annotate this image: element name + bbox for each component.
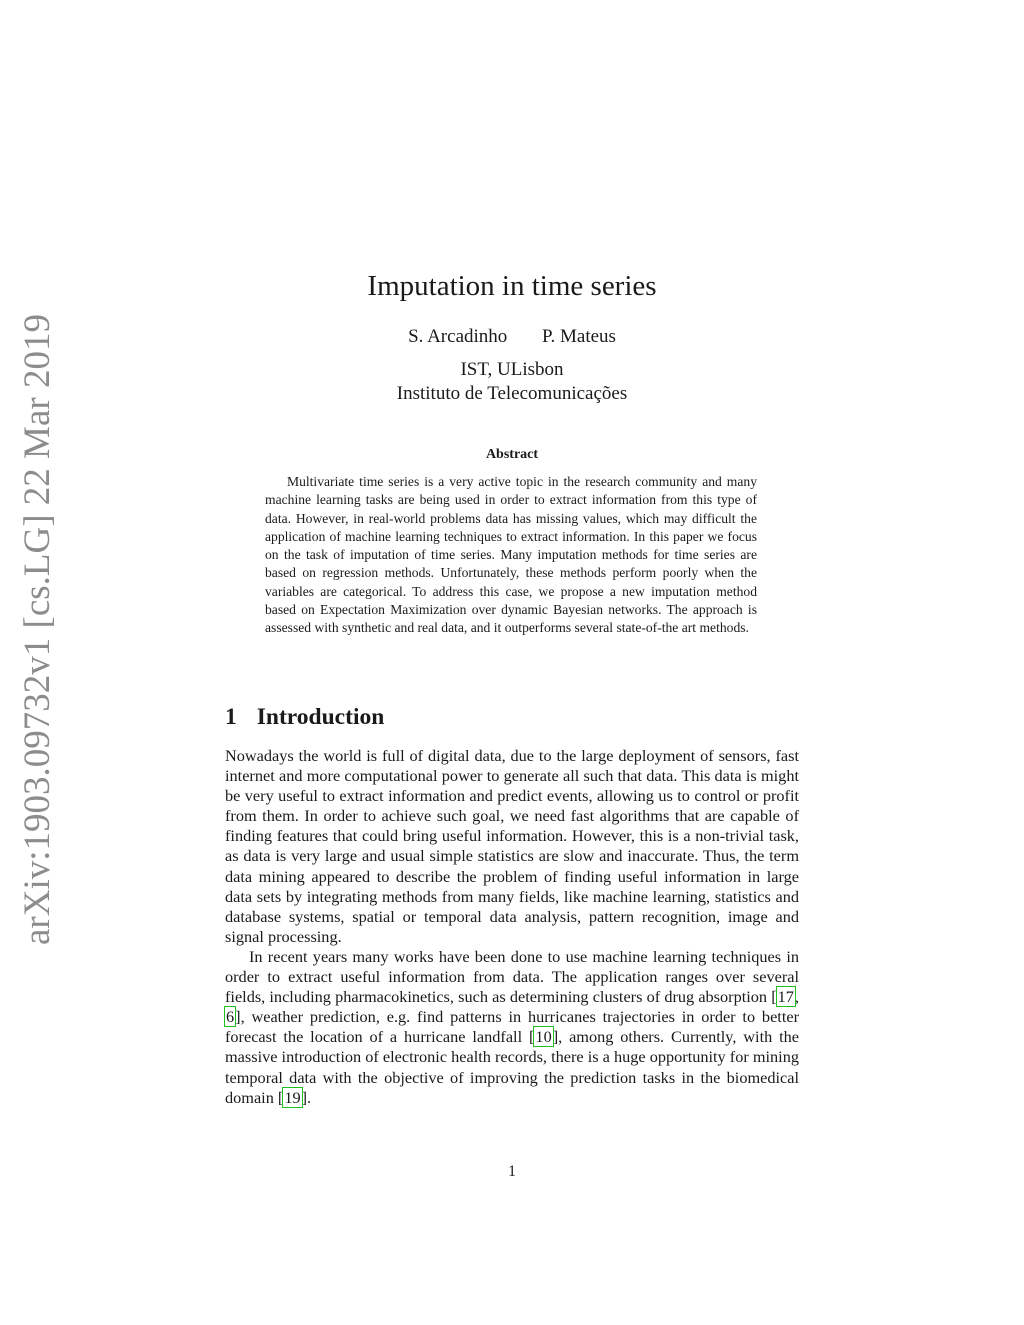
citation-link[interactable]: 10 [535,1027,552,1047]
section-title: Introduction [256,704,385,730]
author-list [0,325,1024,349]
paragraph-text: . [307,1087,312,1107]
author-name: P. Mateus [542,326,616,347]
citation-link[interactable]: 6 [226,1007,235,1027]
section-heading [225,702,384,732]
abstract-heading: Abstract [485,447,539,462]
abstract-text: Multivariate time series is a very active topic in the research community and many machine learning tasks are being used in order to extract information from this type of data. However, in real-world problems data has missing values, which may difficult the application of machine learning techniques to extract information. In this paper we focus on the task of imputation of time series. Many imputation methods for time series are based on regression methods. Unfortunately, these methods perform poorly when the variables are categorical. To address this case, we propose a new imputation method based on Expectation Maximization over dynamic Bayesian networks. The approach is assessed with synthetic and real data, and it outperforms several state-of-the art methods. [265,474,757,636]
citation-link[interactable]: 17 [777,987,794,1007]
author-name: S. Arcadinho [408,326,508,347]
paragraph-text: , weather prediction, e.g. find patterns in hurricanes trajectories in order to better forecast the location of a hurricane landfall [225,1007,799,1047]
section-body [225,746,799,1108]
page-number: 1 [508,1163,516,1180]
affiliation-line: IST, ULisbon [460,359,564,380]
paragraph: In recent years many works have been done to use machine learning techniques in order to extract useful information from data. The application ranges over several fields, including pharmacokinetics, such as determining clusters of drug absorption [17, 6], weather prediction, e.g. find patterns in hurricanes trajectories in order to better forecast the location of a hurricane landfall [10], among others. Currently, with the massive introduction of electronic health records, there is a huge opportunity for mining temporal data with the objective of improving the prediction tasks in the biomedical domain [19]. [225,946,800,1107]
paragraph: Nowadays the world is full of digital data, due to the large deployment of sensors, fast internet and more computational power to generate all such that data. This data is might be very useful to extract information and predict events, allowing us to control or profit from them. In order to achieve such goal, we need fast algorithms that are capable of finding features that could bring useful information. However, this is a non-trivial task, as data is very large and usual simple statistics are slow and inaccurate. Thus, the term data mining appeared to describe the problem of finding useful information in large data sets by integrating methods from many fields, like machine learning, statistics and database systems, spatial or temporal data analysis, pattern recognition, image and signal processing. [225,746,799,946]
paragraph-text: In recent years many works have been done to use machine learning techniques in order to extract useful information from data. The application ranges over several fields, including pharmacokinetics, such as determining clusters of drug absorption [225,946,799,1007]
affiliation [0,358,1024,406]
paper-title: Imputation in time series [367,270,657,302]
section-number: 1 [225,704,237,730]
citation-link[interactable]: 19 [284,1087,301,1107]
arxiv-identifier-stamp: arXiv:1903.09732v1 [cs.LG] 22 Mar 2019 [17,314,58,945]
citation-separator: , [794,987,799,1007]
paragraph-text: , among others. Currently, with the massive introduction of electronic health records, there is a huge opportunity for mining temporal data with the objective of improving the prediction tasks in the biomedical domain [225,1027,800,1107]
affiliation-line: Instituto de Telecomunicações [396,383,628,404]
